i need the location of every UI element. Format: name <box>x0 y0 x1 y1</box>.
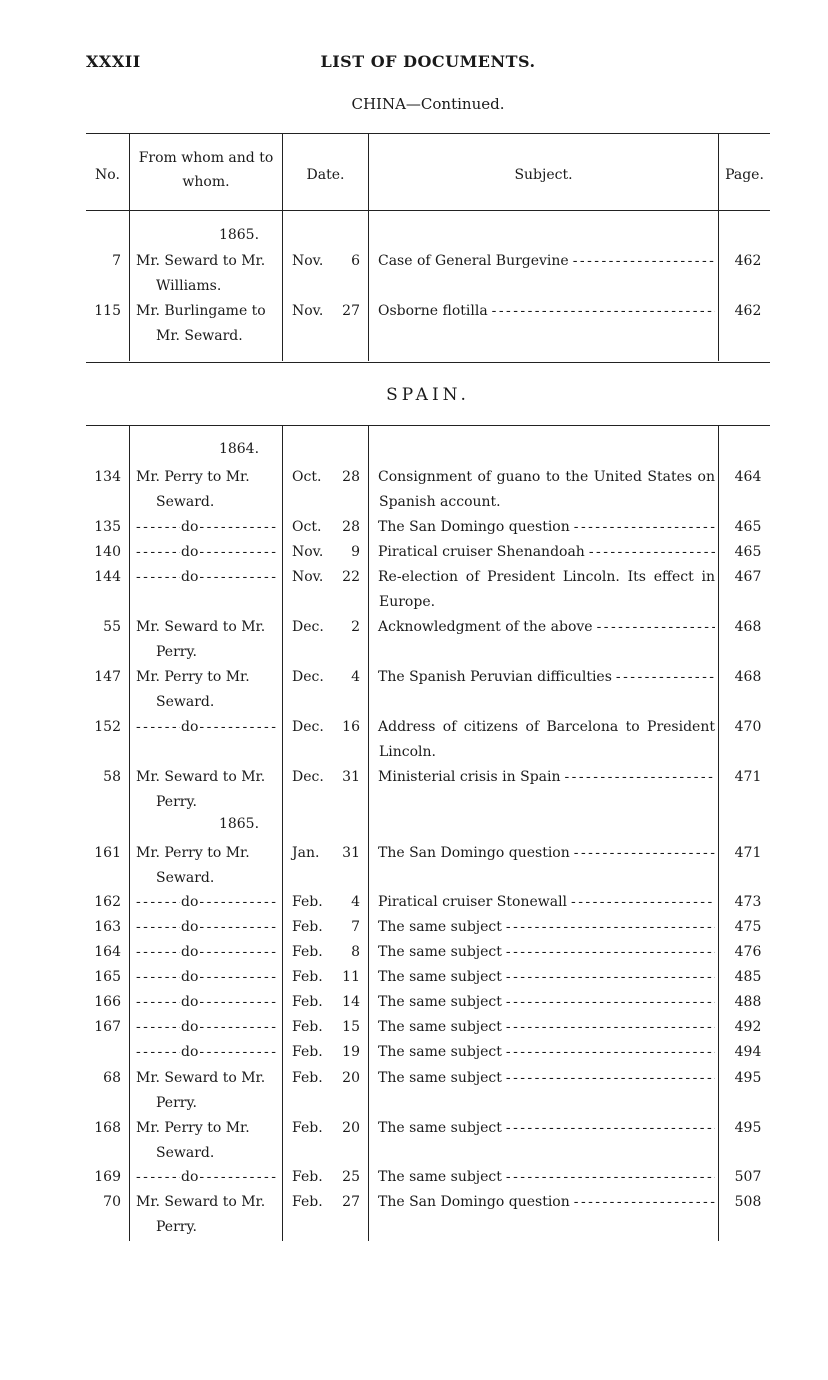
row-day: 27 <box>342 1194 360 1210</box>
table-row <box>86 665 770 715</box>
col-header-from-line2: whom. <box>182 174 230 190</box>
table-row <box>86 465 770 515</box>
row-page: 467 <box>734 569 762 585</box>
row-page: 508 <box>734 1194 762 1210</box>
col-header-date: Date. <box>306 167 345 183</box>
row-from-line1: Mr. Perry to Mr. <box>136 1120 250 1136</box>
ditto-dashes <box>199 1015 276 1040</box>
row-month: Nov. <box>292 544 324 560</box>
row-subject-text: Case of General Burgevine <box>378 253 569 269</box>
row-page: 464 <box>734 469 762 485</box>
row-subject-line1: Re-election of President Lincoln. Its effect in <box>378 569 715 585</box>
row-page: 468 <box>734 669 762 685</box>
row-page: 470 <box>734 719 762 735</box>
row-subject <box>378 715 715 765</box>
page-number: XXXII <box>86 52 141 71</box>
ditto-dashes <box>199 715 276 740</box>
row-subject <box>378 1190 715 1215</box>
row-subject-text: The same subject <box>378 944 502 960</box>
row-from-ditto <box>136 540 276 565</box>
table-row <box>86 1116 770 1166</box>
ditto-dashes <box>136 915 180 940</box>
leader-dots <box>597 615 715 640</box>
row-subject <box>378 1040 715 1065</box>
row-subject <box>378 1116 715 1141</box>
ditto-mark: do <box>181 969 199 985</box>
row-subject-line2: Spanish account. <box>379 494 501 510</box>
row-month: Feb. <box>292 1169 323 1185</box>
row-number: 68 <box>103 1070 121 1086</box>
row-from-ditto <box>136 1015 276 1040</box>
leader-dots <box>574 841 715 866</box>
row-month: Dec. <box>292 619 324 635</box>
row-from-line2: Mr. Seward. <box>156 328 243 344</box>
row-day: 11 <box>342 969 360 985</box>
row-subject-text: The same subject <box>378 1044 502 1060</box>
row-day: 14 <box>342 994 360 1010</box>
row-day: 7 <box>351 919 360 935</box>
row-from-line1: Mr. Burlingame to <box>136 303 266 319</box>
row-month: Jan. <box>292 845 320 861</box>
leader-dots <box>506 940 715 965</box>
row-subject <box>378 841 715 866</box>
ditto-dashes <box>199 965 276 990</box>
leader-dots <box>565 765 716 790</box>
ditto-dashes <box>136 1165 180 1190</box>
ditto-dashes <box>136 965 180 990</box>
row-from <box>136 465 276 515</box>
row-subject-text: The same subject <box>378 919 502 935</box>
row-page: 507 <box>734 1169 762 1185</box>
spain-top-rule <box>86 425 770 426</box>
row-from-ditto <box>136 565 276 590</box>
row-page: 462 <box>734 253 762 269</box>
leader-dots <box>506 990 715 1015</box>
ditto-dashes <box>136 1040 180 1065</box>
row-subject <box>378 515 715 540</box>
row-day: 4 <box>351 669 360 685</box>
row-number: 55 <box>103 619 121 635</box>
row-from-line2: Seward. <box>156 1145 215 1161</box>
running-title: LIST OF DOCUMENTS. <box>320 52 536 71</box>
col-header-subject: Subject. <box>514 167 573 183</box>
row-number: 140 <box>94 544 121 560</box>
row-subject <box>378 615 715 640</box>
row-from-line2: Seward. <box>156 494 215 510</box>
row-day: 31 <box>342 769 360 785</box>
row-page: 465 <box>734 519 762 535</box>
col-header-page: Page. <box>725 167 764 183</box>
row-from <box>136 841 276 891</box>
row-day: 20 <box>342 1070 360 1086</box>
ditto-dashes <box>199 540 276 565</box>
table-row <box>86 615 770 665</box>
page-header <box>86 52 770 76</box>
row-day: 28 <box>342 519 360 535</box>
row-page: 465 <box>734 544 762 560</box>
row-from-ditto <box>136 915 276 940</box>
row-number: 167 <box>94 1019 121 1035</box>
row-subject-text: Ministerial crisis in Spain <box>378 769 561 785</box>
row-subject-line1: Address of citizens of Barcelona to President <box>378 719 715 735</box>
leader-dots <box>574 1190 715 1215</box>
row-number: 7 <box>112 253 121 269</box>
leader-dots <box>506 1066 715 1091</box>
ditto-mark: do <box>181 1019 199 1035</box>
row-subject-line2: Europe. <box>379 594 436 610</box>
row-from-line1: Mr. Perry to Mr. <box>136 669 250 685</box>
row-from-ditto <box>136 1165 276 1190</box>
spain-year-1864: 1864. <box>218 441 260 457</box>
ditto-mark: do <box>181 919 199 935</box>
row-subject <box>378 765 715 790</box>
row-subject-text: The same subject <box>378 969 502 985</box>
row-number: 169 <box>94 1169 121 1185</box>
row-subject <box>378 665 715 690</box>
spain-year-1865: 1865. <box>218 816 260 832</box>
row-subject-text: The San Domingo question <box>378 1194 570 1210</box>
row-page: 495 <box>734 1120 762 1136</box>
row-from <box>136 615 276 665</box>
row-from-ditto <box>136 715 276 740</box>
ditto-dashes <box>199 915 276 940</box>
ditto-dashes <box>136 990 180 1015</box>
row-from-line1: Mr. Seward to Mr. <box>136 619 266 635</box>
ditto-mark: do <box>181 544 199 560</box>
row-subject <box>378 1066 715 1091</box>
table-row <box>86 1190 770 1240</box>
col-header-from-line1: From whom and to <box>138 150 274 166</box>
row-subject <box>378 890 715 915</box>
row-day: 31 <box>342 845 360 861</box>
row-month: Oct. <box>292 519 322 535</box>
ditto-dashes <box>136 565 180 590</box>
row-month: Feb. <box>292 944 323 960</box>
row-from <box>136 1116 276 1166</box>
row-subject-text: The same subject <box>378 1070 502 1086</box>
leader-dots <box>589 540 715 565</box>
row-month: Feb. <box>292 1044 323 1060</box>
leader-dots <box>573 249 715 274</box>
row-subject-text: Piratical cruiser Stonewall <box>378 894 568 910</box>
ditto-mark: do <box>181 894 199 910</box>
ditto-dashes <box>136 715 180 740</box>
row-subject-text: The same subject <box>378 1019 502 1035</box>
row-from-line2: Seward. <box>156 694 215 710</box>
ditto-mark: do <box>181 519 199 535</box>
row-month: Feb. <box>292 919 323 935</box>
ditto-dashes <box>199 565 276 590</box>
ditto-dashes <box>136 890 180 915</box>
row-number: 162 <box>94 894 121 910</box>
row-from-line1: Mr. Seward to Mr. <box>136 769 266 785</box>
ditto-dashes <box>199 990 276 1015</box>
leader-dots <box>571 890 715 915</box>
ditto-dashes <box>199 1040 276 1065</box>
ditto-dashes <box>199 515 276 540</box>
ditto-dashes <box>136 940 180 965</box>
leader-dots <box>492 299 715 324</box>
row-subject-line1: Consignment of guano to the United States on <box>378 469 715 485</box>
row-day: 4 <box>351 894 360 910</box>
row-from-line2: Perry. <box>156 1095 197 1111</box>
row-subject-text: Acknowledgment of the above <box>378 619 593 635</box>
row-number: 147 <box>94 669 121 685</box>
leader-dots <box>616 665 715 690</box>
row-page: 475 <box>734 919 762 935</box>
table-row <box>86 249 770 299</box>
row-from-line1: Mr. Seward to Mr. <box>136 1070 266 1086</box>
row-from-line1: Mr. Seward to Mr. <box>136 253 266 269</box>
row-month: Feb. <box>292 1120 323 1136</box>
row-page: 468 <box>734 619 762 635</box>
row-from-ditto <box>136 940 276 965</box>
leader-dots <box>506 965 715 990</box>
row-subject <box>378 915 715 940</box>
table-row <box>86 565 770 615</box>
row-subject-text: Piratical cruiser Shenandoah <box>378 544 585 560</box>
row-page: 492 <box>734 1019 762 1035</box>
row-number: 164 <box>94 944 121 960</box>
row-day: 20 <box>342 1120 360 1136</box>
ditto-mark: do <box>181 994 199 1010</box>
row-month: Dec. <box>292 719 324 735</box>
row-page: 495 <box>734 1070 762 1086</box>
col-header-from <box>130 146 282 194</box>
ditto-mark: do <box>181 944 199 960</box>
row-month: Oct. <box>292 469 322 485</box>
china-subtitle: CHINA—Continued. <box>351 95 505 113</box>
row-number: 161 <box>94 845 121 861</box>
leader-dots <box>506 915 715 940</box>
row-month: Nov. <box>292 303 324 319</box>
row-subject-text: The same subject <box>378 994 502 1010</box>
row-day: 28 <box>342 469 360 485</box>
row-subject <box>378 299 715 324</box>
ditto-dashes <box>136 1015 180 1040</box>
row-month: Dec. <box>292 769 324 785</box>
row-month: Feb. <box>292 1019 323 1035</box>
row-subject <box>378 1015 715 1040</box>
row-number: 163 <box>94 919 121 935</box>
row-from-line2: Perry. <box>156 1219 197 1235</box>
row-from <box>136 1066 276 1116</box>
ditto-mark: do <box>181 569 199 585</box>
row-number: 152 <box>94 719 121 735</box>
row-subject <box>378 940 715 965</box>
row-number: 134 <box>94 469 121 485</box>
row-page: 462 <box>734 303 762 319</box>
leader-dots <box>506 1165 715 1190</box>
row-subject-line2: Lincoln. <box>379 744 437 760</box>
row-from <box>136 765 276 815</box>
row-subject <box>378 249 715 274</box>
row-number: 166 <box>94 994 121 1010</box>
row-from-line2: Seward. <box>156 870 215 886</box>
row-month: Feb. <box>292 969 323 985</box>
row-month: Dec. <box>292 669 324 685</box>
china-header-rule <box>86 210 770 211</box>
leader-dots <box>506 1040 715 1065</box>
row-month: Feb. <box>292 1194 323 1210</box>
china-bottom-rule <box>86 362 770 363</box>
row-from-line2: Perry. <box>156 644 197 660</box>
row-page: 471 <box>734 769 762 785</box>
china-year: 1865. <box>218 227 260 243</box>
col-header-no: No. <box>95 167 120 183</box>
row-number: 115 <box>94 303 121 319</box>
row-page: 485 <box>734 969 762 985</box>
row-day: 19 <box>342 1044 360 1060</box>
row-page: 471 <box>734 845 762 861</box>
row-day: 27 <box>342 303 360 319</box>
leader-dots <box>506 1015 715 1040</box>
row-from-ditto <box>136 1040 276 1065</box>
row-subject <box>378 565 715 615</box>
table-row <box>86 841 770 891</box>
row-number: 70 <box>103 1194 121 1210</box>
row-from-line2: Williams. <box>156 278 222 294</box>
leader-dots <box>506 1116 715 1141</box>
row-number: 144 <box>94 569 121 585</box>
ditto-mark: do <box>181 1169 199 1185</box>
row-from <box>136 299 276 349</box>
table-row <box>86 765 770 815</box>
row-subject-text: The San Domingo question <box>378 519 570 535</box>
row-subject <box>378 990 715 1015</box>
row-page: 476 <box>734 944 762 960</box>
row-day: 6 <box>351 253 360 269</box>
spain-title: SPAIN. <box>386 385 470 405</box>
ditto-dashes <box>136 515 180 540</box>
row-day: 25 <box>342 1169 360 1185</box>
row-month: Nov. <box>292 569 324 585</box>
row-page: 473 <box>734 894 762 910</box>
row-from-line1: Mr. Seward to Mr. <box>136 1194 266 1210</box>
row-day: 15 <box>342 1019 360 1035</box>
row-subject <box>378 540 715 565</box>
row-month: Feb. <box>292 994 323 1010</box>
row-month: Feb. <box>292 1070 323 1086</box>
row-month: Feb. <box>292 894 323 910</box>
row-day: 16 <box>342 719 360 735</box>
ditto-dashes <box>136 540 180 565</box>
row-from-ditto <box>136 890 276 915</box>
row-subject-text: Osborne flotilla <box>378 303 488 319</box>
ditto-mark: do <box>181 1044 199 1060</box>
row-number: 168 <box>94 1120 121 1136</box>
row-page: 488 <box>734 994 762 1010</box>
row-day: 2 <box>351 619 360 635</box>
ditto-mark: do <box>181 719 199 735</box>
row-day: 9 <box>351 544 360 560</box>
table-row <box>86 1066 770 1116</box>
row-from-line1: Mr. Perry to Mr. <box>136 845 250 861</box>
row-from-ditto <box>136 515 276 540</box>
row-month: Nov. <box>292 253 324 269</box>
ditto-dashes <box>199 940 276 965</box>
row-day: 8 <box>351 944 360 960</box>
row-from-line1: Mr. Perry to Mr. <box>136 469 250 485</box>
ditto-dashes <box>199 1165 276 1190</box>
row-from <box>136 665 276 715</box>
table-row <box>86 715 770 765</box>
ditto-dashes <box>199 890 276 915</box>
row-number: 135 <box>94 519 121 535</box>
leader-dots <box>574 515 715 540</box>
table-row <box>86 299 770 349</box>
row-subject-text: The Spanish Peruvian difficulties <box>378 669 612 685</box>
row-subject-text: The same subject <box>378 1169 502 1185</box>
row-page: 494 <box>734 1044 762 1060</box>
row-subject <box>378 965 715 990</box>
row-subject-text: The same subject <box>378 1120 502 1136</box>
row-number: 165 <box>94 969 121 985</box>
row-day: 22 <box>342 569 360 585</box>
row-from <box>136 1190 276 1240</box>
row-subject <box>378 1165 715 1190</box>
row-from <box>136 249 276 299</box>
row-from-line2: Perry. <box>156 794 197 810</box>
row-from-ditto <box>136 965 276 990</box>
row-subject-text: The San Domingo question <box>378 845 570 861</box>
row-from-ditto <box>136 990 276 1015</box>
china-top-rule <box>86 133 770 134</box>
row-number: 58 <box>103 769 121 785</box>
row-subject <box>378 465 715 515</box>
